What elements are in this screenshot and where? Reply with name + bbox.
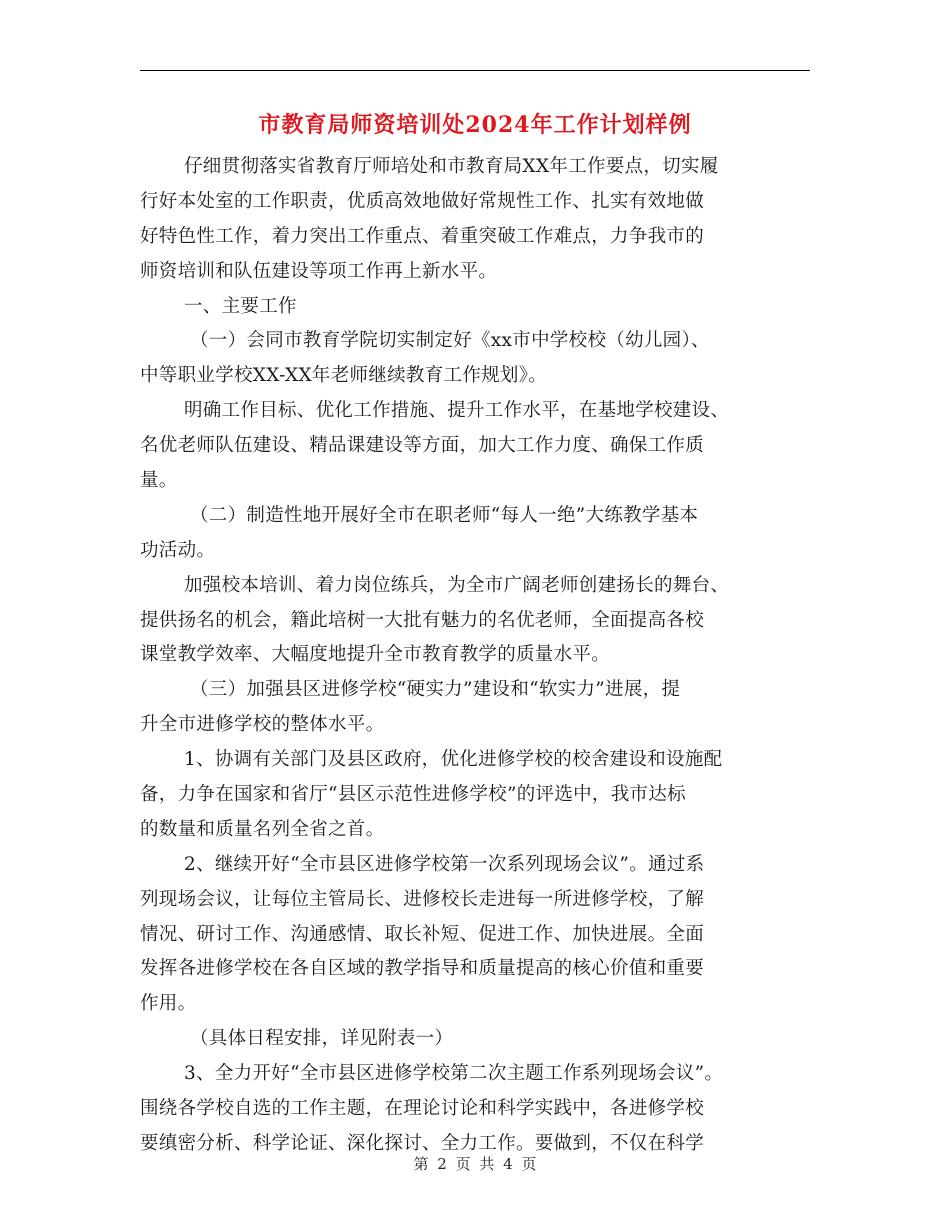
text-line: 升全市进修学校的整体水平。 <box>140 714 385 736</box>
text-line: 围绕各学校自选的工作主题，在理论讨论和科学实践中，各进修学校 <box>140 1098 705 1120</box>
text-line: 的数量和质量名列全省之首。 <box>140 818 385 840</box>
text-line: 提供扬名的机会，籍此培树一大批有魅力的名优老师，全面提高各校 <box>140 609 705 631</box>
text-line: （具体日程安排，详见附表一） <box>190 1028 454 1050</box>
text-line: 1、协调有关部门及县区政府，优化进修学校的校舍建设和设施配 <box>184 749 723 771</box>
section-heading: 一、主要工作 <box>184 295 297 317</box>
subsection-heading: （二）制造性地开展好全市在职老师“每人一绝”大练教学基本 <box>190 504 699 526</box>
text-line: 列现场会议，让每位主管局长、进修校长走进每一所进修学校，了解 <box>140 888 705 910</box>
text-line: 课堂教学效率、大幅度地提升全市教育教学的质量水平。 <box>140 644 611 666</box>
text-line: 要缜密分析、科学论证、深化探讨、全力工作。要做到，不仅在科学 <box>140 1132 705 1154</box>
header-rule <box>140 70 810 71</box>
text-line: 备，力争在国家和省厅“县区示范性进修学校”的评选中，我市达标 <box>140 784 686 806</box>
text-line: 行好本处室的工作职责，优质高效地做好常规性工作、扎实有效地做 <box>140 190 705 212</box>
document-body <box>140 150 830 1162</box>
text-line: 中等职业学校XX-XX年老师继续教育工作规划》。 <box>140 365 548 387</box>
text-line: 2、继续开好“全市县区进修学校第一次系列现场会议”。通过系 <box>184 853 705 875</box>
text-line: 3、全力开好“全市县区进修学校第二次主题工作系列现场会议”。 <box>184 1063 724 1085</box>
subsection-heading: （一）会同市教育学院切实制定好《xx市中学校校（幼儿园）、 <box>190 330 710 352</box>
text-line: 发挥各进修学校在各自区域的教学指导和质量提高的核心价值和重要 <box>140 958 705 980</box>
document-title: 市教育局师资培训处2024年工作计划样例 <box>258 112 692 138</box>
text-line: 功活动。 <box>140 539 216 561</box>
text-line: 仔细贯彻落实省教育厅师培处和市教育局XX年工作要点，切实履 <box>184 156 719 177</box>
page-number-footer: 第 2 页 共 4 页 <box>413 1155 537 1173</box>
text-line: 作用。 <box>140 993 197 1015</box>
subsection-heading: （三）加强县区进修学校“硬实力”建设和“软实力”进展，提 <box>190 679 681 701</box>
text-line: 加强校本培训、着力岗位练兵，为全市广阔老师创建扬长的舞台、 <box>184 574 730 596</box>
text-line: 情况、研讨工作、沟通感情、取长补短、促进工作、加快进展。全面 <box>140 923 705 945</box>
text-line: 明确工作目标、优化工作措施、提升工作水平，在基地学校建设、 <box>184 400 730 422</box>
text-line: 好特色性工作，着力突出工作重点、着重突破工作难点，力争我市的 <box>140 225 705 247</box>
text-line: 量。 <box>140 470 178 492</box>
text-line: 名优老师队伍建设、精品课建设等方面，加大工作力度、确保工作质 <box>140 435 705 457</box>
text-line: 师资培训和队伍建设等项工作再上新水平。 <box>140 260 498 282</box>
